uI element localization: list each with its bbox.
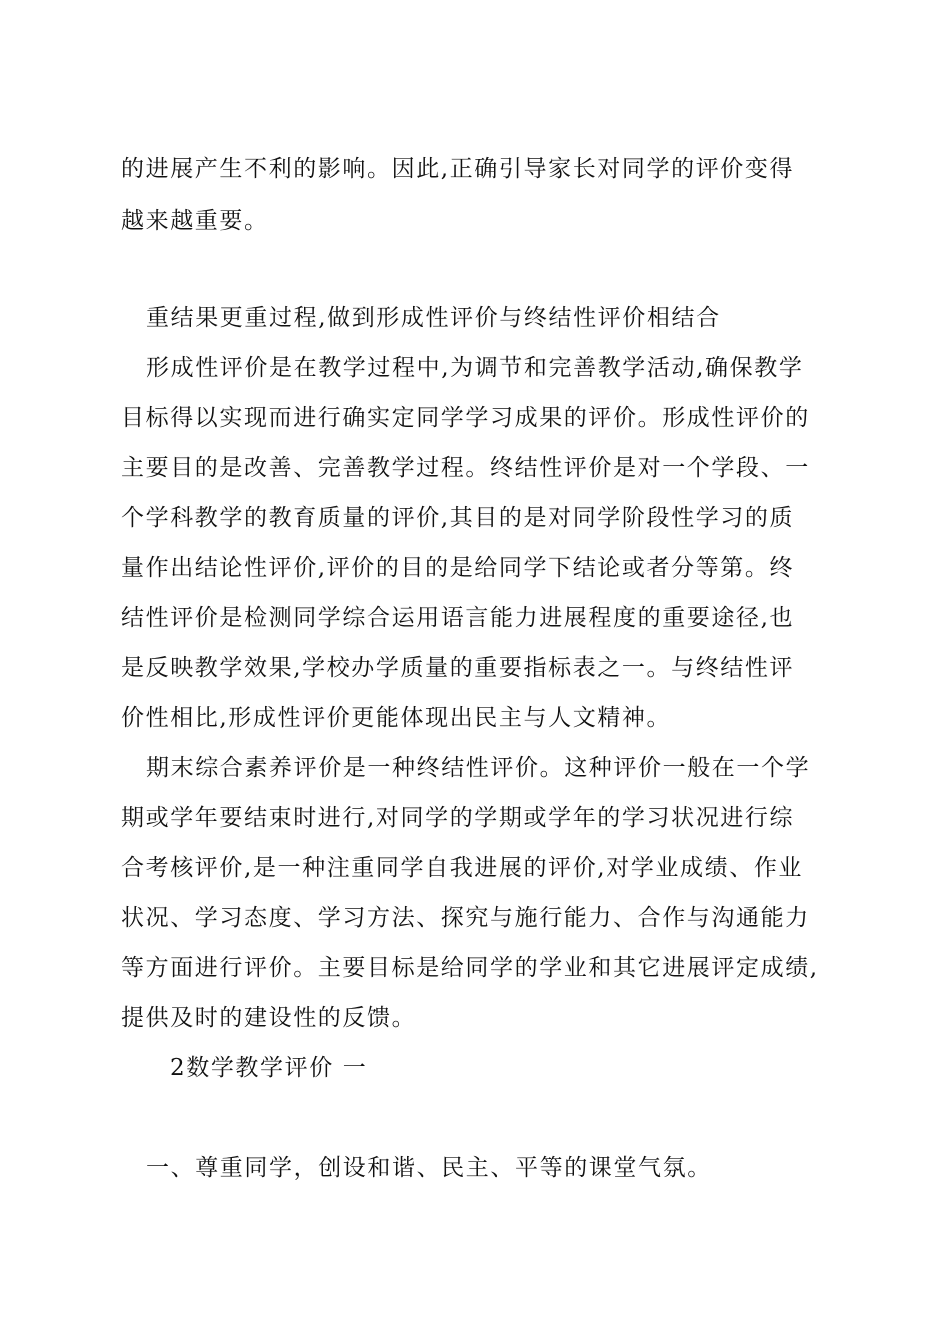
text-line: 状况、学习态度、学习方法、探究与施行能力、合作与沟通能力 bbox=[121, 905, 810, 931]
text-line: 价性相比,形成性评价更能体现出民主与人文精神。 bbox=[121, 705, 672, 731]
text-line: 形成性评价是在教学过程中,为调节和完善教学活动,确保教学 bbox=[146, 355, 804, 381]
text-line: 期末综合素养评价是一种终结性评价。这种评价一般在一个学 bbox=[146, 755, 811, 781]
text-line: 越来越重要。 bbox=[121, 208, 269, 234]
text-line: 个学科教学的教育质量的评价,其目的是对同学阶段性学习的质 bbox=[121, 505, 795, 531]
text-line: 提供及时的建设性的反馈。 bbox=[121, 1005, 417, 1031]
text-line: 合考核评价,是一种注重同学自我进展的评价,对学业成绩、作业 bbox=[121, 855, 804, 881]
text-line: 量作出结论性评价,评价的目的是给同学下结论或者分等第。终 bbox=[121, 555, 795, 581]
text-line: 的进展产生不利的影响。因此,正确引导家长对同学的评价变得 bbox=[121, 156, 795, 182]
text-line: 是反映教学效果,学校办学质量的重要指标表之一。与终结性评 bbox=[121, 655, 795, 681]
text-line: 结性评价是检测同学综合运用语言能力进展程度的重要途径,也 bbox=[121, 605, 795, 631]
section-heading: 重结果更重过程,做到形成性评价与终结性评价相结合 bbox=[146, 305, 721, 331]
section-heading: 一、尊重同学，创设和谐、民主、平等的课堂气氛。 bbox=[146, 1155, 712, 1181]
section-heading: 2数学教学评价 一 bbox=[170, 1055, 368, 1081]
text-line: 期或学年要结束时进行,对同学的学期或学年的学习状况进行综 bbox=[121, 805, 795, 831]
text-line: 等方面进行评价。主要目标是给同学的学业和其它进展评定成绩, bbox=[121, 955, 819, 981]
text-line: 目标得以实现而进行确实定同学学习成果的评价。形成性评价的 bbox=[121, 405, 810, 431]
text-line: 主要目的是改善、完善教学过程。终结性评价是对一个学段、一 bbox=[121, 455, 810, 481]
